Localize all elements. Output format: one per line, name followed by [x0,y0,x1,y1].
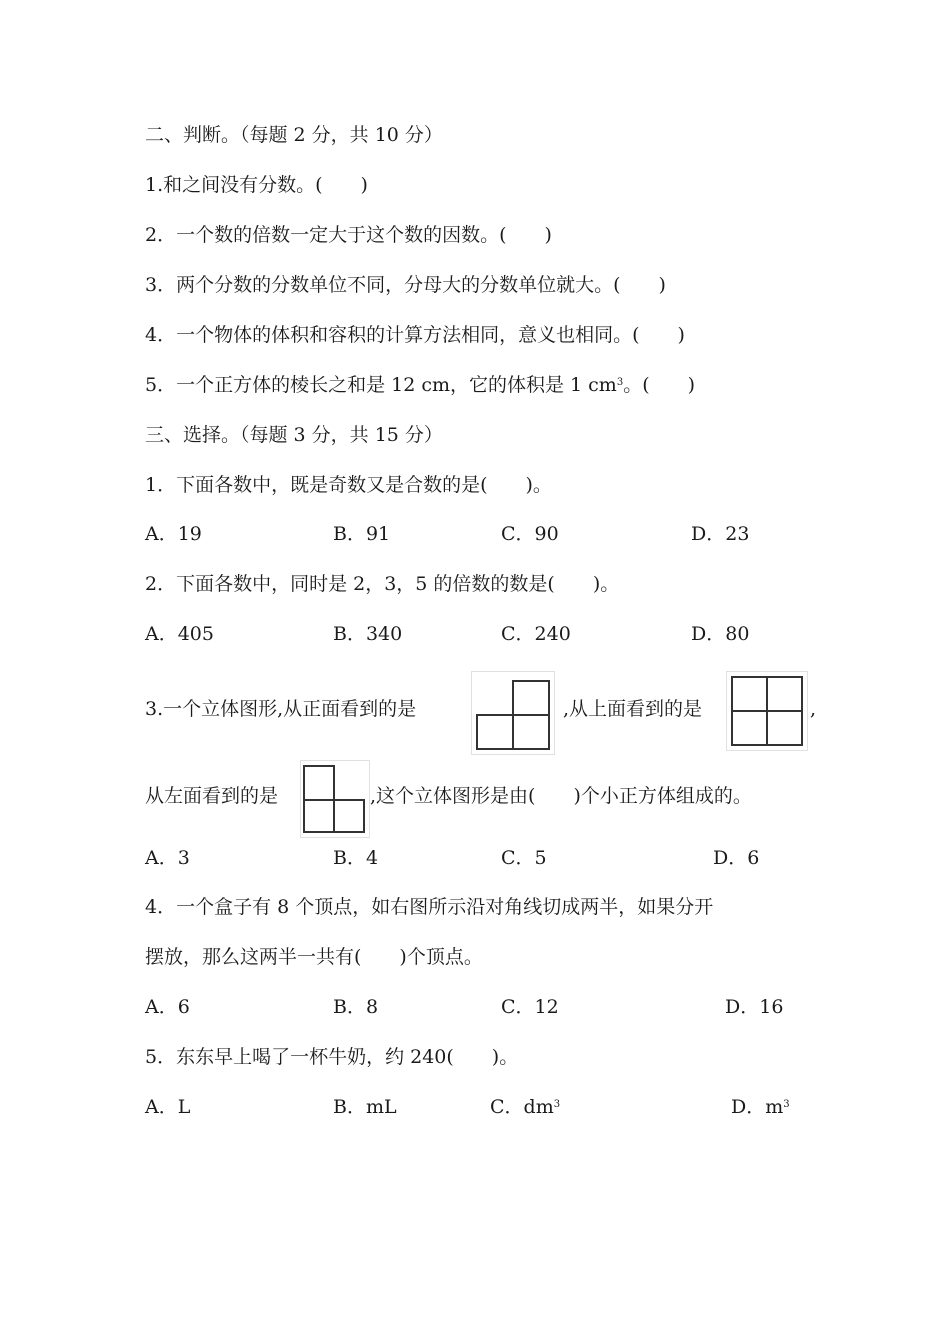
judge-item-2: 2．一个数的倍数一定大于这个数的因数。( ) [145,224,552,246]
cubic-superscript: 3 [783,1099,790,1110]
q4-option-a: A．6 [145,996,190,1018]
left-view-figure [300,760,370,838]
q3-text-question: ,这个立体图形是由( )个小正方体组成的。 [370,785,752,807]
q5-option-a: A．L [145,1096,191,1118]
choice-q4-line1: 4．一个盒子有 8 个顶点，如右图所示沿对角线切成两半，如果分开 [145,896,714,918]
judge-item-5 [145,371,695,399]
choice-q4-line2: 摆放，那么这两半一共有( )个顶点。 [145,946,483,968]
q1-option-d: D．23 [691,523,750,545]
q1-option-b: B．91 [333,523,391,545]
section2-heading: 二、判断。（每题 2 分，共 10 分） [145,124,443,146]
q3-option-d: D．6 [713,847,760,869]
q4-option-b: B．8 [333,996,379,1018]
q2-option-a: A．405 [145,623,214,645]
q3-option-a: A．3 [145,847,190,869]
judge-item-4: 4．一个物体的体积和容积的计算方法相同，意义也相同。( ) [145,324,685,346]
q2-option-b: B．340 [333,623,403,645]
cubic-superscript: 3 [553,1099,561,1110]
q4-option-d: D．16 [725,996,784,1018]
judge-item-5-text: 5．一个正方体的棱长之和是 12 cm，它的体积是 1 cm [145,374,617,396]
top-view-figure [726,671,808,751]
choice-q1: 1．下面各数中，既是奇数又是合数的是( )。 [145,474,552,496]
q5-option-c-text: C．dm [490,1096,554,1118]
q3-text-top: ,从上面看到的是 [563,698,703,720]
judge-item-1: 1.和之间没有分数。( ) [145,174,368,196]
front-view-figure [471,671,555,755]
q5-option-c [490,1093,560,1121]
cubic-superscript: 3 [616,377,624,388]
choice-q2: 2．下面各数中，同时是 2，3，5 的倍数的数是( )。 [145,573,620,595]
q3-option-c: C．5 [501,847,547,869]
section3-heading: 三、选择。（每题 3 分，共 15 分） [145,424,443,446]
q5-option-d-text: D．m [731,1096,784,1118]
q2-option-d: D．80 [691,623,750,645]
q3-text-left: 从左面看到的是 [145,785,279,807]
judge-item-3: 3．两个分数的分数单位不同，分母大的分数单位就大。( ) [145,274,666,296]
q1-option-c: C．90 [501,523,559,545]
q3-comma: , [810,698,817,720]
q1-option-a: A．19 [145,523,202,545]
q4-option-c: C．12 [501,996,559,1018]
choice-q5: 5．东东早上喝了一杯牛奶，约 240( )。 [145,1046,519,1068]
q3-text-front: 3.一个立体图形,从正面看到的是 [145,698,417,720]
q3-option-b: B．4 [333,847,379,869]
q5-option-d [731,1093,790,1121]
judge-item-5-tail: 。( ) [623,374,696,396]
q5-option-b: B．mL [333,1096,397,1118]
q2-option-c: C．240 [501,623,571,645]
